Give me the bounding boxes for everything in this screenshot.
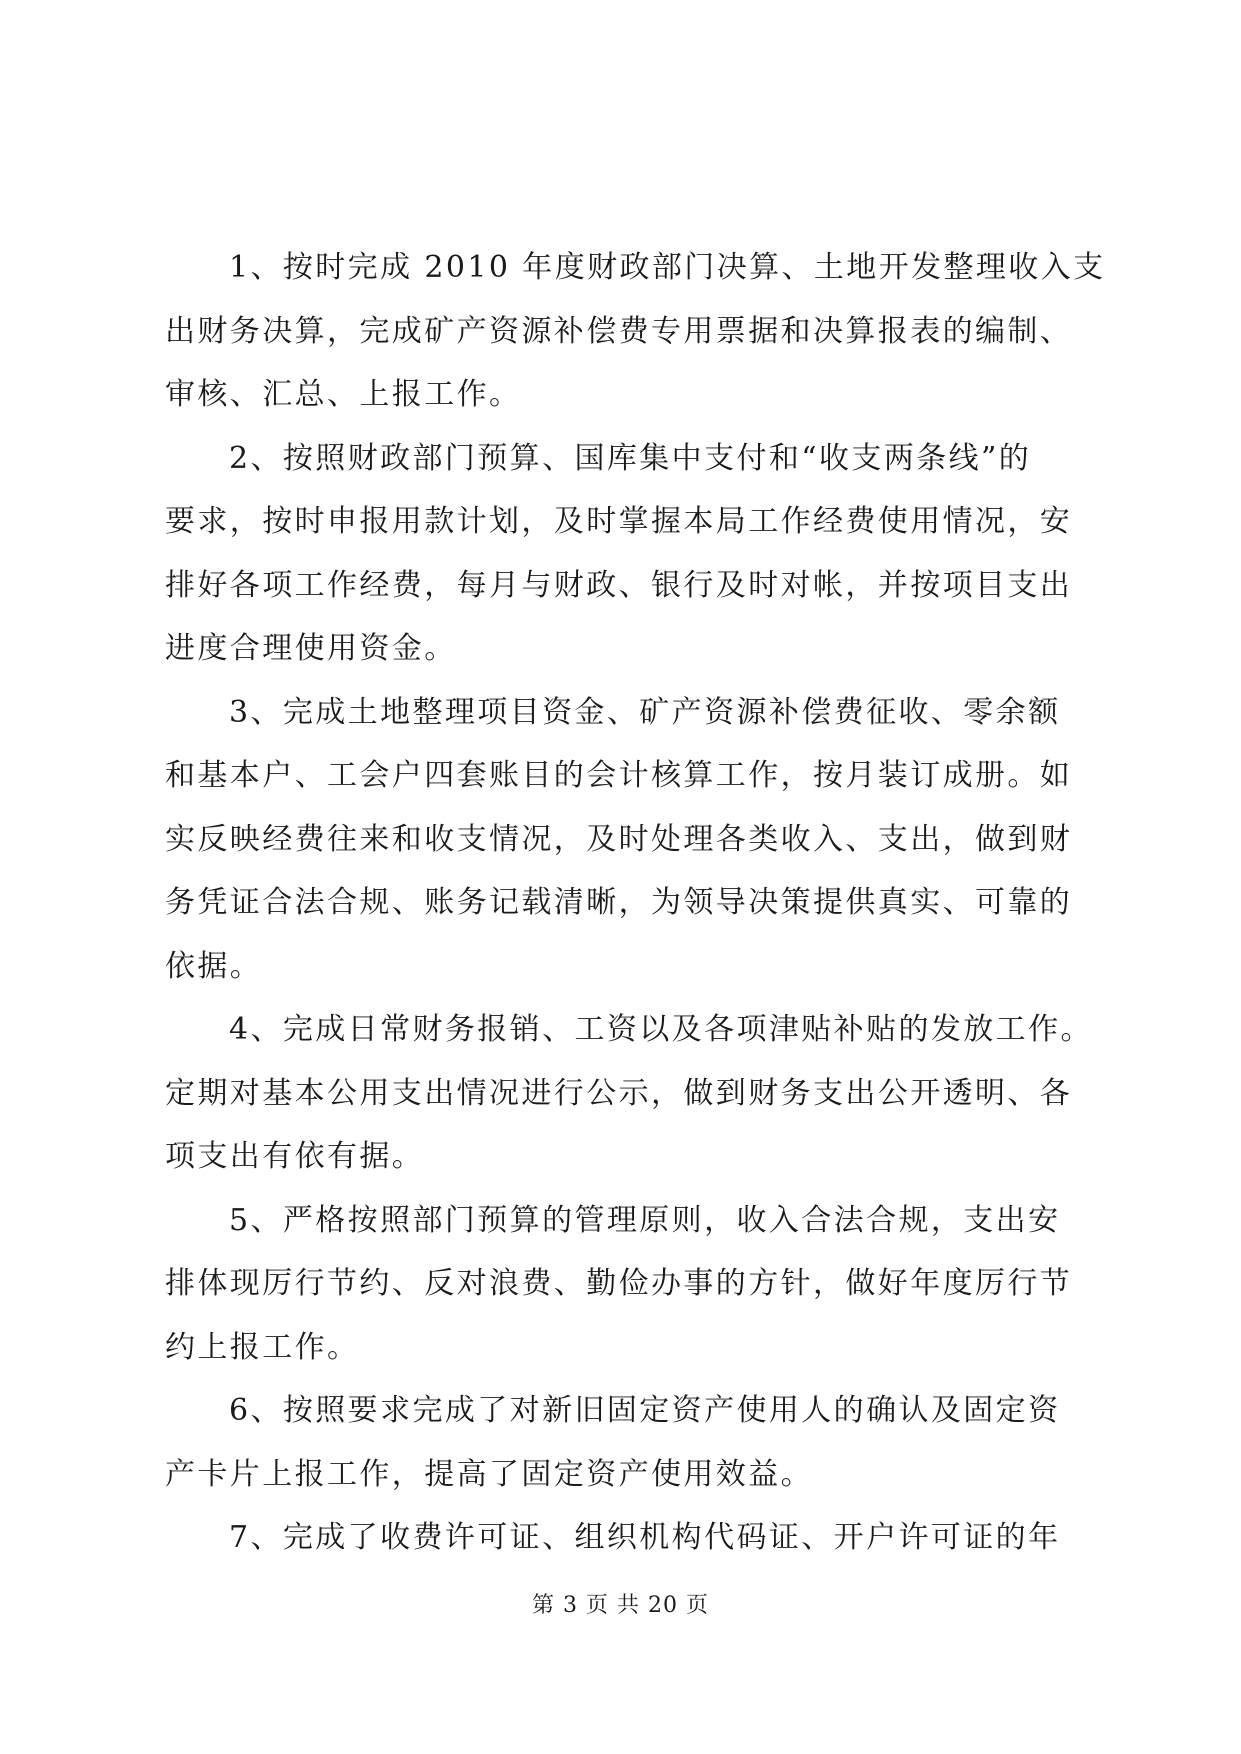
text-line: 排体现厉行节约、反对浪费、勤俭办事的方针，做好年度厉行节 xyxy=(165,1266,1073,1301)
text-line: 实反映经费往来和收支情况，及时处理各类收入、支出，做到财 xyxy=(165,821,1073,857)
text-line: 4、完成日常财务报销、工资以及各项津贴补贴的发放工作。 xyxy=(229,1012,1093,1047)
text-line: 定期对基本公用支出情况进行公示，做到财务支出公开透明、各 xyxy=(165,1075,1073,1111)
page-number-footer: 第 3 页 共 20 页 xyxy=(532,1593,709,1618)
paragraph-1 xyxy=(165,236,1106,427)
text-line: 项支出有依有据。 xyxy=(165,1139,425,1174)
text-line: 依据。 xyxy=(165,948,263,984)
text-line: 排好各项工作经费，每月与财政、银行及时对帐，并按项目支出 xyxy=(165,567,1073,603)
text-line: 进度合理使用资金。 xyxy=(165,631,457,666)
paragraph-5 xyxy=(165,1189,1085,1380)
text-line: 约上报工作。 xyxy=(165,1329,360,1365)
paragraph-7 xyxy=(165,1506,1085,1570)
text-line: 和基本户、工会户四套账目的会计核算工作，按月装订成册。如 xyxy=(165,758,1073,793)
paragraph-6 xyxy=(165,1379,1085,1506)
text-line: 2、按照财政部门预算、国库集中支付和“收支两条线”的 xyxy=(229,440,1032,476)
text-line: 7、完成了收费许可证、组织机构代码证、开户许可证的年 xyxy=(229,1520,1061,1555)
text-line: 1、按时完成 2010 年度财政部门决算、土地开发整理收入支 xyxy=(229,250,1106,285)
text-line: 要求，按时申报用款计划，及时掌握本局工作经费使用情况，安 xyxy=(165,504,1073,539)
text-line: 务凭证合法合规、账务记载清晰，为领导决策提供真实、可靠的 xyxy=(165,885,1073,920)
text-line: 3、完成土地整理项目资金、矿产资源补偿费征收、零余额 xyxy=(229,694,1061,730)
text-line: 产卡片上报工作，提高了固定资产使用效益。 xyxy=(165,1456,813,1492)
paragraph-2 xyxy=(165,427,1085,681)
text-line: 5、严格按照部门预算的管理原则，收入合法合规，支出安 xyxy=(229,1202,1061,1238)
paragraph-3 xyxy=(165,681,1085,999)
text-line: 出财务决算，完成矿产资源补偿费专用票据和决算报表的编制、 xyxy=(165,313,1073,349)
text-line: 审核、汇总、上报工作。 xyxy=(165,377,522,412)
text-line: 6、按照要求完成了对新旧固定资产使用人的确认及固定资 xyxy=(229,1393,1061,1428)
paragraph-4 xyxy=(165,998,1093,1189)
document-body xyxy=(165,236,1106,1570)
